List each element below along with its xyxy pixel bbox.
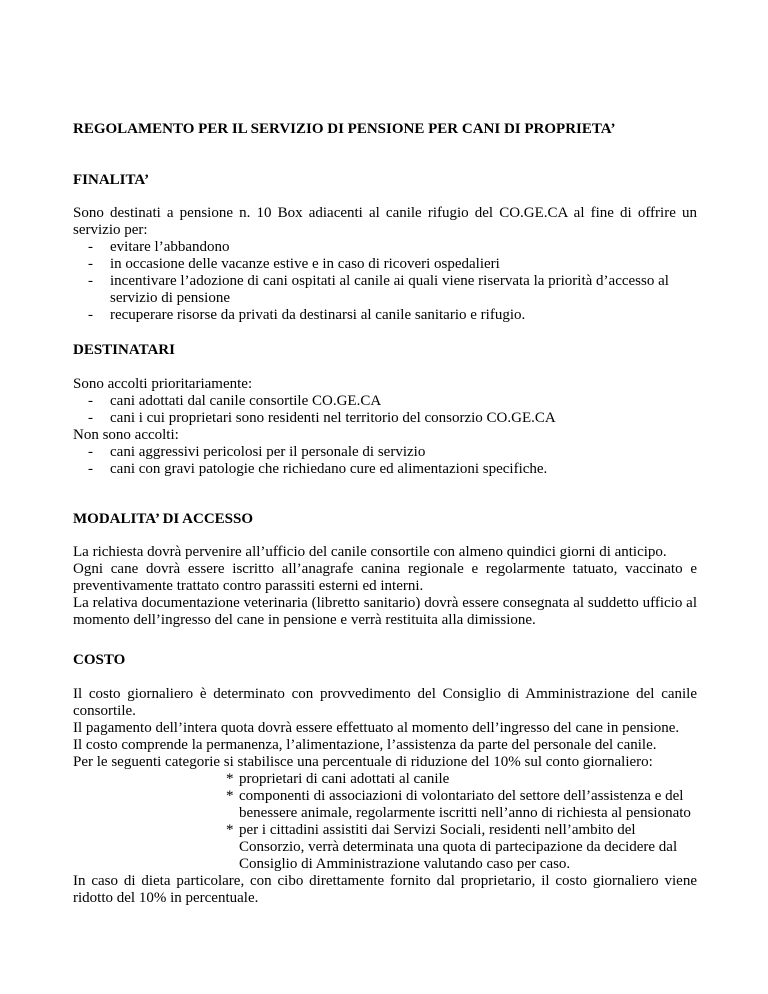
list-item: * per i cittadini assistiti dai Servizi Sociali, residenti nell’ambito del Consorzio, verrà determinata una quota di partecipazione da decidere dal Consiglio di Amministrazione valutando caso per caso.	[226, 822, 678, 872]
list-item: * proprietari di cani adottati al canile	[226, 771, 450, 787]
finalita-body	[73, 205, 697, 324]
accolti-list	[73, 393, 697, 427]
section-finalita	[73, 172, 697, 189]
heading-costo: COSTO	[73, 652, 126, 668]
section-destinatari	[73, 342, 697, 359]
section-costo	[73, 652, 697, 669]
finalita-intro: Sono destinati a pensione n. 10 Box adiacenti al canile rifugio del CO.GE.CA al fine di offrire un servizio per:	[73, 205, 697, 238]
costo-p5: In caso di dieta particolare, con cibo direttamente fornito dal proprietario, il costo giornaliero viene ridotto del 10% in percentuale.	[73, 873, 697, 906]
non-accolti-intro: Non sono accolti:	[73, 427, 179, 443]
list-item: - cani aggressivi pericolosi per il personale di servizio	[88, 444, 426, 460]
modalita-p2: Ogni cane dovrà essere iscritto all’anagrafe canina regionale e regolarmente tatuato, vaccinato e preventivamente trattato contro parassiti esterni ed interni.	[73, 561, 697, 594]
list-item: - cani con gravi patologie che richiedano cure ed alimentazioni specifiche.	[88, 461, 548, 477]
list-item: - incentivare l’adozione di cani ospitati al canile ai quali viene riservata la priorità d’accesso al servizio di pensione	[88, 273, 669, 306]
modalita-p3: La relativa documentazione veterinaria (libretto sanitario) dovrà essere consegnata al suddetto ufficio al momento dell’ingresso del cane in pensione e verrà restituita alla dimissione.	[73, 595, 697, 628]
heading-finalita: FINALITA’	[73, 172, 150, 188]
modalita-p1: La richiesta dovrà pervenire all’ufficio del canile consortile con almeno quindici giorni di anticipo.	[73, 544, 667, 560]
list-item: - cani adottati dal canile consortile CO.GE.CA	[88, 393, 382, 409]
list-item: - in occasione delle vacanze estive e in caso di ricoveri ospedalieri	[88, 256, 500, 272]
heading-destinatari: DESTINATARI	[73, 342, 175, 358]
section-modalita	[73, 511, 697, 528]
finalita-list	[73, 239, 697, 324]
heading-modalita: MODALITA’ DI ACCESSO	[73, 511, 254, 527]
costo-body	[73, 686, 697, 907]
costo-p1: Il costo giornaliero è determinato con provvedimento del Consiglio di Amministrazione del canile consortile.	[73, 686, 697, 719]
costo-p4: Per le seguenti categorie si stabilisce una percentuale di riduzione del 10% sul conto giornaliero:	[73, 754, 653, 770]
list-item: - evitare l’abbandono	[88, 239, 230, 255]
costo-p3: Il costo comprende la permanenza, l’alimentazione, l’assistenza da parte del personale del canile.	[73, 737, 657, 753]
document-title-block	[73, 121, 697, 138]
accolti-intro: Sono accolti prioritariamente:	[73, 376, 253, 392]
riduzione-list	[73, 771, 697, 873]
modalita-body	[73, 544, 697, 629]
non-accolti-list	[73, 444, 697, 478]
costo-p2: Il pagamento dell’intera quota dovrà essere effettuato al momento dell’ingresso del cane in pensione.	[73, 720, 680, 736]
list-item: - cani i cui proprietari sono residenti nel territorio del consorzio CO.GE.CA	[88, 410, 556, 426]
destinatari-body	[73, 376, 697, 478]
list-item: * componenti di associazioni di volontariato del settore dell’assistenza e del benessere animale, regolarmente iscritti nell’anno di richiesta al pensionato	[226, 788, 691, 821]
document-title: REGOLAMENTO PER IL SERVIZIO DI PENSIONE PER CANI DI PROPRIETA’	[73, 121, 616, 137]
list-item: - recuperare risorse da privati da destinarsi al canile sanitario e rifugio.	[88, 307, 526, 323]
